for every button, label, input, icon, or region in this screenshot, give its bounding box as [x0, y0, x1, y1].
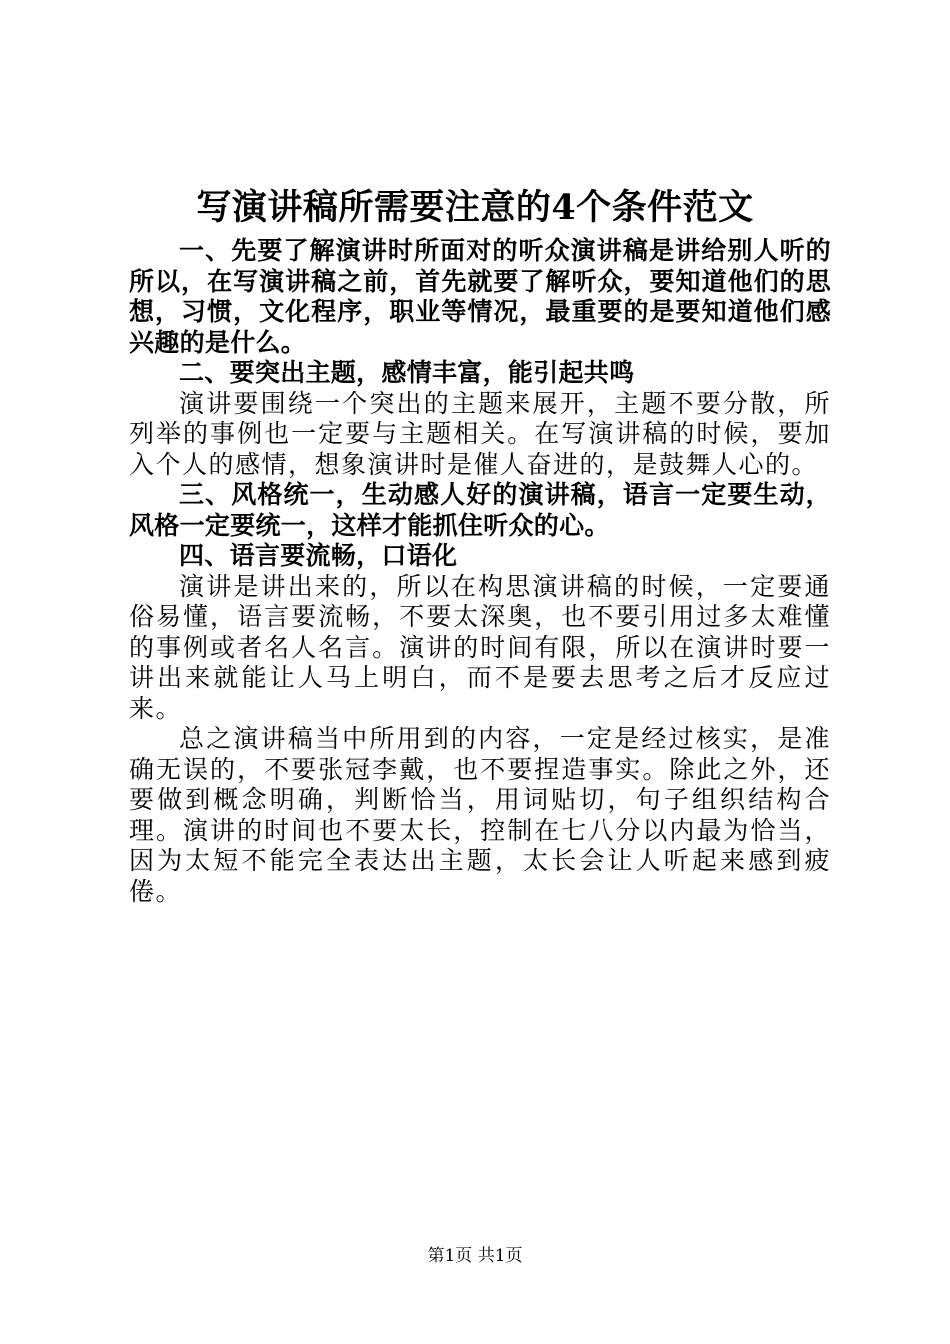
- document-body: [129, 236, 831, 907]
- section-4-body: 演讲是讲出来的，所以在构思演讲稿的时候，一定要通俗易懂，语言要流畅，不要太深奥，也不要引用过多太难懂的事例或者名人名言。演讲的时间有限，所以在演讲时要一讲出来就能让人马上明白，而不是要去思考之后才反应过来。: [129, 571, 831, 723]
- section-3-paragraph: 三、风格统一，生动感人好的演讲稿，语言一定要生动，风格一定要统一，这样才能抓住听众的心。: [129, 480, 831, 540]
- document-title: 写演讲稿所需要注意的4个条件范文: [196, 187, 754, 228]
- section-1-paragraph: 一、先要了解演讲时所面对的听众演讲稿是讲给别人听的所以，在写演讲稿之前，首先就要了解听众，要知道他们的思想，习惯，文化程序，职业等情况，最重要的是要知道他们感兴趣的是什么。: [129, 236, 831, 357]
- section-2-heading: 二、要突出主题，感情丰富，能引起共鸣: [179, 358, 635, 387]
- page-number-footer: 第1页 共1页: [427, 1246, 523, 1266]
- section-2-body: 演讲要围绕一个突出的主题来展开，主题不要分散，所列举的事例也一定要与主题相关。在写演讲稿的时候，要加入个人的感情，想象演讲时是催人奋进的，是鼓舞人心的。: [129, 388, 831, 479]
- section-4-heading: 四、语言要流畅，口语化: [179, 541, 458, 570]
- conclusion-paragraph: 总之演讲稿当中所用到的内容，一定是经过核实，是准确无误的，不要张冠李戴，也不要捏造事实。除此之外，还要做到概念明确，判断恰当，用词贴切，句子组织结构合理。演讲的时间也不要太长，控制在七八分以内最为恰当，因为太短不能完全表达出主题，太长会让人听起来感到疲倦。: [129, 724, 831, 906]
